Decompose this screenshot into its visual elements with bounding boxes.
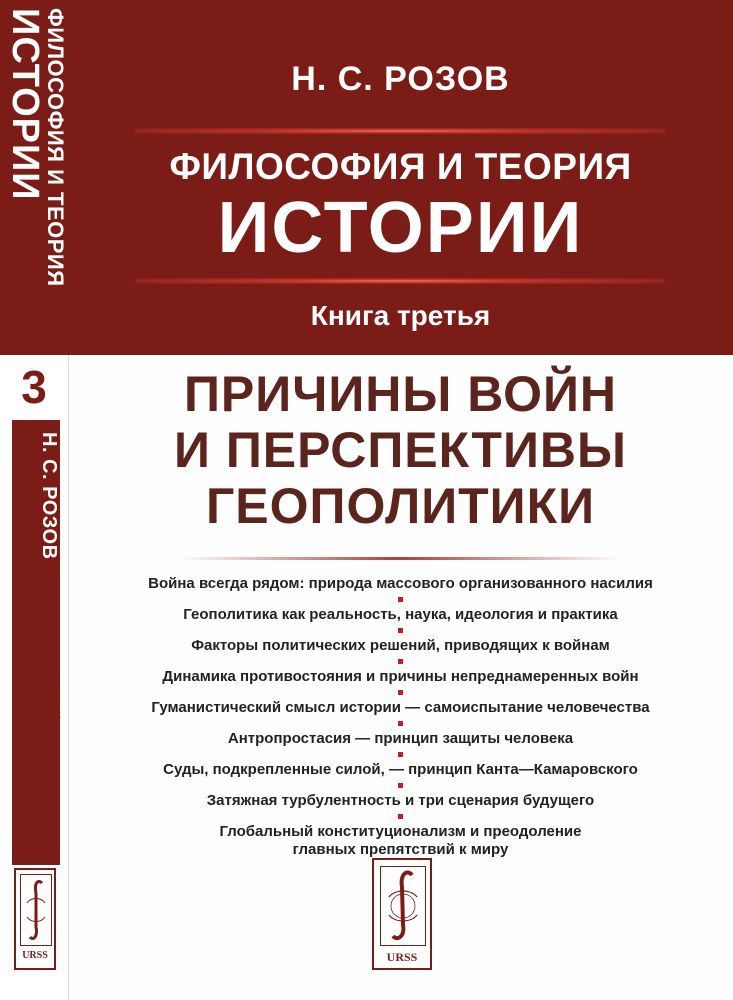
- bullet-separator: [398, 659, 403, 664]
- bullet-separator: [398, 783, 403, 788]
- integral-sign-icon: [20, 874, 52, 946]
- series-title-line-1: ФИЛОСОФИЯ И ТЕОРИЯ: [169, 146, 632, 187]
- spine-series-line-1: ФИЛОСОФИЯ И ТЕОРИЯ: [43, 8, 68, 287]
- spine-publisher-logo: [14, 868, 56, 970]
- book-author: Н. С. РОЗОВ: [291, 60, 510, 98]
- bullet-separator: [398, 721, 403, 726]
- bullet-separator: [398, 752, 403, 757]
- volume-label: Книга третья: [310, 300, 491, 331]
- title-divider: [180, 557, 620, 560]
- contents-item: главных препятствий к миру: [292, 841, 509, 858]
- contents-item: Глобальный конституционализм и преодоление: [219, 823, 582, 840]
- spine-title-line-2: ПЕРСПЕКТИВЫ ГЕОПОЛИТИКИ: [21, 590, 40, 856]
- spine-series-line-2: ИСТОРИИ: [4, 8, 46, 201]
- publisher-name: URSS: [386, 950, 418, 964]
- spine-author: Н. С. РОЗОВ: [38, 432, 60, 560]
- bullet-separator: [398, 597, 403, 602]
- spine-book-title: [20, 590, 60, 870]
- contents-list: [68, 575, 733, 859]
- spine-series-title: [4, 8, 68, 348]
- book-spine: [0, 0, 69, 1000]
- spine-publisher-name: URSS: [22, 950, 48, 961]
- spine-title-line-1: ПРИЧИНЫ ВОЙН И: [41, 590, 60, 751]
- spine-volume-number: 3: [21, 361, 47, 413]
- book-title-line-3: ГЕОПОЛИТИКИ: [205, 478, 596, 534]
- book-title-line-2: И ПЕРСПЕКТИВЫ: [174, 422, 627, 478]
- contents-item: Динамика противостояния и причины непреднамеренных войн: [162, 668, 639, 685]
- contents-item: Война всегда рядом: природа массового организованного насилия: [148, 575, 653, 592]
- series-title-line-2: ИСТОРИИ: [217, 188, 584, 268]
- contents-item: Гуманистический смысл истории — самоиспытание человечества: [151, 699, 650, 716]
- bullet-separator: [398, 814, 403, 819]
- contents-item: Факторы политических решений, приводящих к войнам: [191, 637, 610, 654]
- book-title: [68, 366, 733, 534]
- decorative-rule-bottom: [135, 278, 665, 284]
- integral-sign-icon: [380, 866, 426, 946]
- bullet-separator: [398, 690, 403, 695]
- book-title-line-1: ПРИЧИНЫ ВОЙН: [183, 366, 618, 422]
- contents-item: Геополитика как реальность, наука, идеология и практика: [183, 606, 618, 623]
- decorative-rule-top: [135, 128, 665, 134]
- contents-item: Затяжная турбулентность и три сценария будущего: [206, 792, 595, 809]
- contents-item: Антропростасия — принцип защиты человека: [227, 730, 574, 747]
- contents-item: Суды, подкрепленные силой, — принцип Канта—Камаровского: [163, 761, 638, 778]
- publisher-logo: [372, 858, 432, 970]
- bullet-separator: [398, 628, 403, 633]
